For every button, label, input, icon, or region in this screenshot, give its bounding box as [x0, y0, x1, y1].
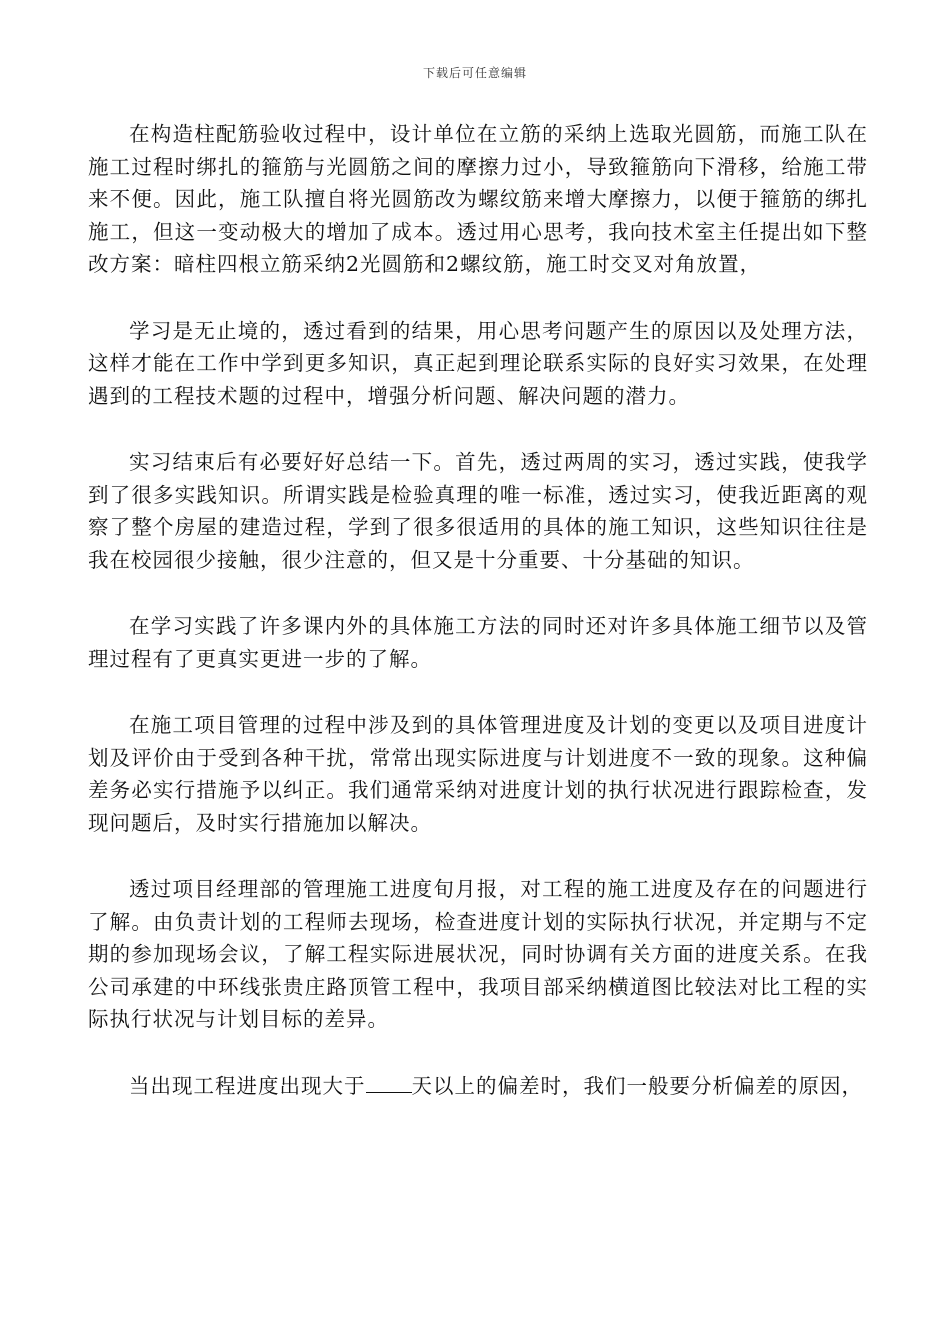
paragraph-7	[88, 1070, 868, 1103]
header-note: 下载后可任意编辑	[422, 66, 527, 80]
paragraph-4: 在学习实践了许多课内外的具体施工方法的同时还对许多具体施工细节以及管理过程有了更真实更进一步的了解。	[88, 614, 868, 671]
paragraph-3: 实习结束后有必要好好总结一下。首先，透过两周的实习，透过实践，使我学到了很多实践知识。所谓实践是检验真理的唯一标准，透过实习，使我近距离的观察了整个房屋的建造过程，学到了很多很适用的具体的施工知识，这些知识往往是我在校园很少接触，很少注意的，但又是十分重要、十分基础的知识。	[88, 450, 868, 572]
paragraph-2: 学习是无止境的，透过看到的结果，用心思考问题产生的原因以及处理方法，这样才能在工作中学到更多知识，真正起到理论联系实际的良好实习效果，在处理遇到的工程技术题的过程中，增强分析问题、解决问题的潜力。	[88, 318, 868, 408]
document-body	[88, 118, 868, 1136]
paragraph-7-end: 天以上的偏差时，我们一般要分析偏差的原因，	[411, 1073, 863, 1098]
paragraph-6: 透过项目经理部的管理施工进度旬月报，对工程的施工进度及存在的问题进行了解。由负责计划的工程师去现场，检查进度计划的实际执行状况，并定期与不定期的参加现场会议，了解工程实际进展状况，同时协调有关方面的进度关系。在我公司承建的中环线张贵庄路顶管工程中，我项目部采纳横道图比较法对比工程的实际执行状况与计划目标的差异。	[88, 877, 868, 1031]
paragraph-1: 在构造柱配筋验收过程中，设计单位在立筋的采纳上选取光圆筋，而施工队在施工过程时绑扎的箍筋与光圆筋之间的摩擦力过小，导致箍筋向下滑移，给施工带来不便。因此，施工队擅自将光圆筋改为螺纹筋来增大摩擦力，以便于箍筋的绑扎施工，但这一变动极大的增加了成本。透过用心思考，我向技术室主任提出如下整改方案：暗柱四根立筋采纳2光圆筋和2螺纹筋，施工时交叉对角放置，	[88, 122, 868, 276]
paragraph-5: 在施工项目管理的过程中涉及到的具体管理进度及计划的变更以及项目进度计划及评价由于受到各种干扰，常常出现实际进度与计划进度不一致的现象。这种偏差务必实行措施予以纠正。我们通常采纳对进度计划的执行状况进行跟踪检查，发现问题后，及时实行措施加以解决。	[88, 713, 868, 835]
fill-in-blank	[366, 1074, 412, 1093]
paragraph-7-start: 当出现工程进度出现大于	[129, 1073, 366, 1098]
